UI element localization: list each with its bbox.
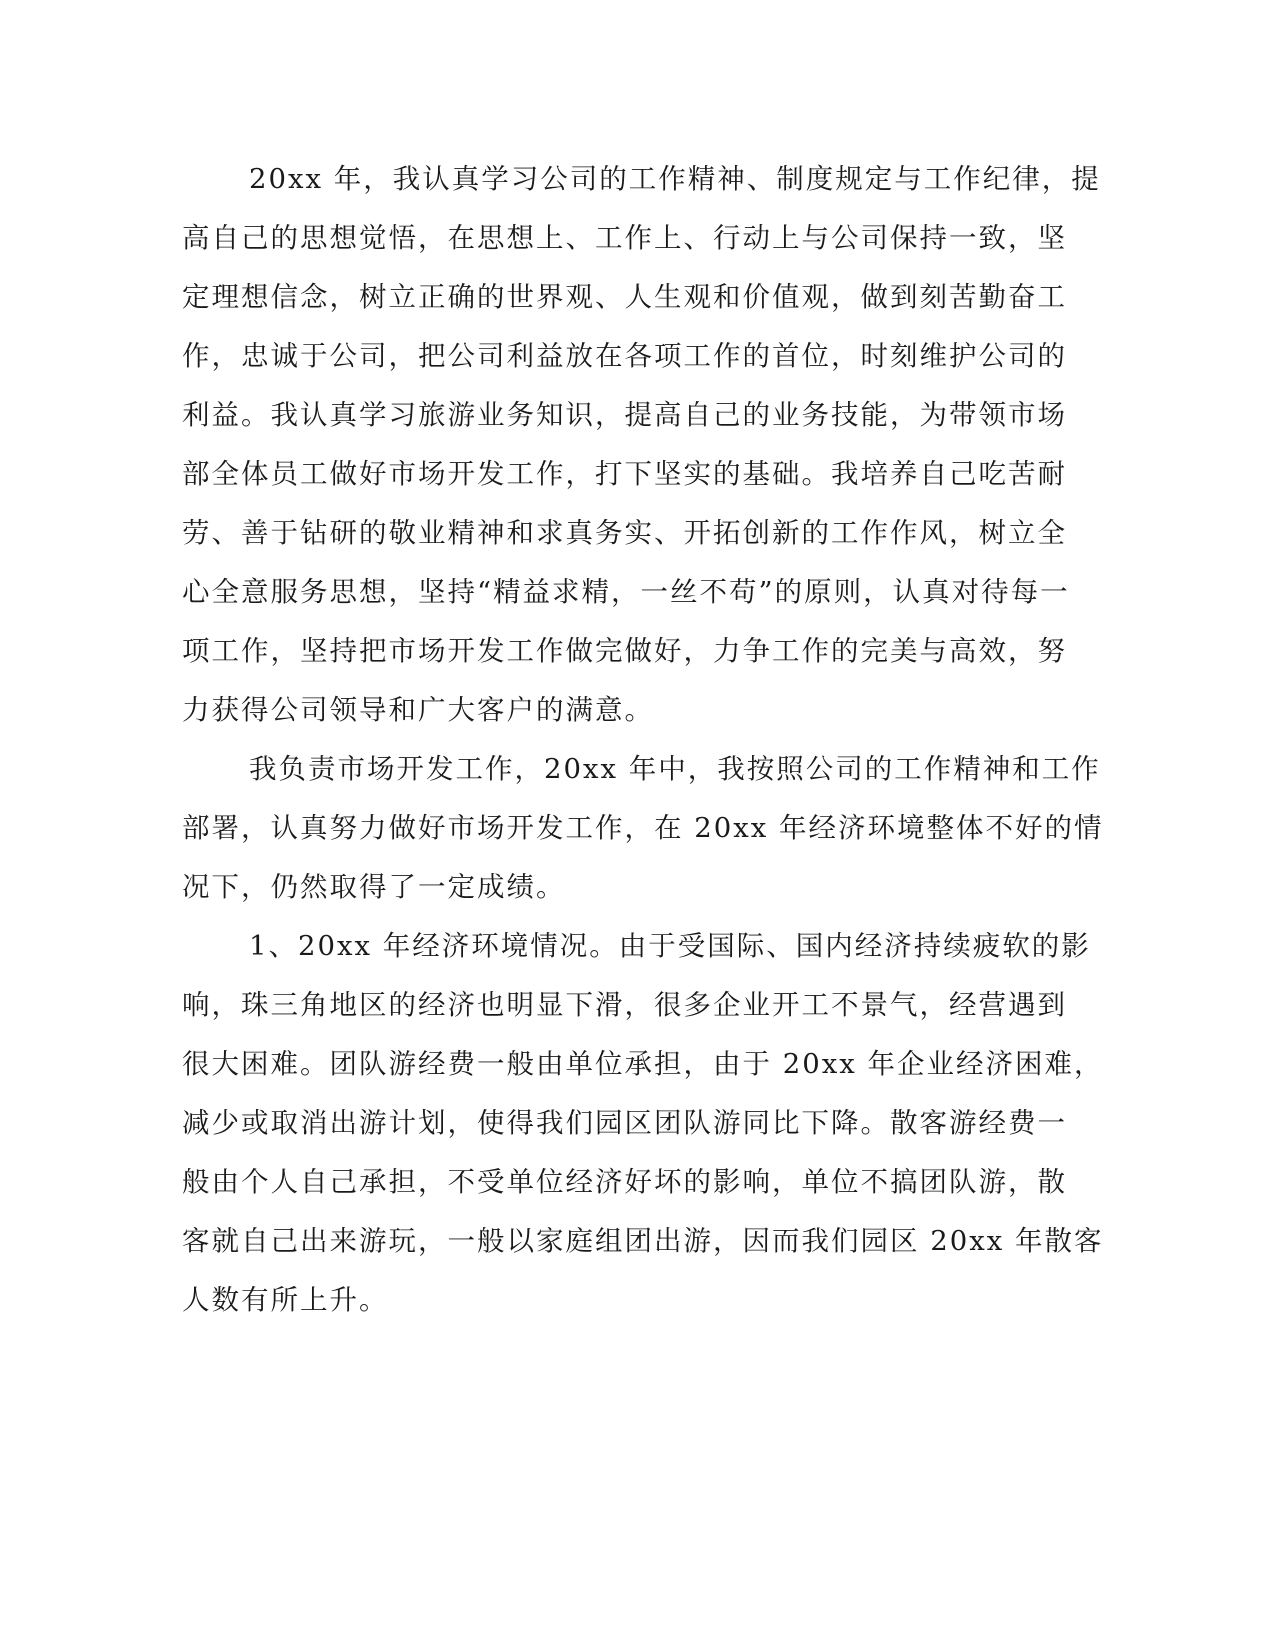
text-line: 高自己的思想觉悟，在思想上、工作上、行动上与公司保持一致，坚 [182,222,1067,254]
text-line: 作，忠诚于公司，把公司利益放在各项工作的首位，时刻维护公司的 [182,340,1067,372]
text-line: 我负责市场开发工作，20xx 年中，我按照公司的工作精神和工作 [249,753,1101,785]
text-line: 项工作，坚持把市场开发工作做完做好，力争工作的完美与高效，努 [182,635,1067,667]
paragraph-2 [182,740,1104,917]
paragraph-3 [182,917,1104,1330]
text-line: 人数有所上升。 [182,1284,389,1316]
text-line: 心全意服务思想，坚持“精益求精，一丝不苟”的原则，认真对待每一 [182,576,1070,608]
text-line: 般由个人自己承担，不受单位经济好坏的影响，单位不搞团队游，散 [182,1166,1067,1198]
text-line: 况下，仍然取得了一定成绩。 [182,871,566,903]
text-line: 很大困难。团队游经费一般由单位承担，由于 20xx 年企业经济困难， [182,1048,1104,1080]
text-line: 1、20xx 年经济环境情况。由于受国际、国内经济持续疲软的影 [249,930,1091,962]
text-line: 利益。我认真学习旅游业务知识，提高自己的业务技能，为带领市场 [182,399,1067,431]
text-line: 客就自己出来游玩，一般以家庭组团出游，因而我们园区 20xx 年散客 [182,1225,1104,1257]
document-body [182,150,1104,1330]
text-line: 20xx 年，我认真学习公司的工作精神、制度规定与工作纪律，提 [249,163,1101,195]
text-line: 劳、善于钻研的敬业精神和求真务实、开拓创新的工作作风，树立全 [182,517,1067,549]
text-line: 力获得公司领导和广大客户的满意。 [182,694,654,726]
text-line: 减少或取消出游计划，使得我们园区团队游同比下降。散客游经费一 [182,1107,1067,1139]
paragraph-1 [182,150,1101,740]
text-line: 部署，认真努力做好市场开发工作，在 20xx 年经济环境整体不好的情 [182,812,1104,844]
text-line: 响，珠三角地区的经济也明显下滑，很多企业开工不景气，经营遇到 [182,989,1067,1021]
text-line: 定理想信念，树立正确的世界观、人生观和价值观，做到刻苦勤奋工 [182,281,1067,313]
text-line: 部全体员工做好市场开发工作，打下坚实的基础。我培养自己吃苦耐 [182,458,1067,490]
